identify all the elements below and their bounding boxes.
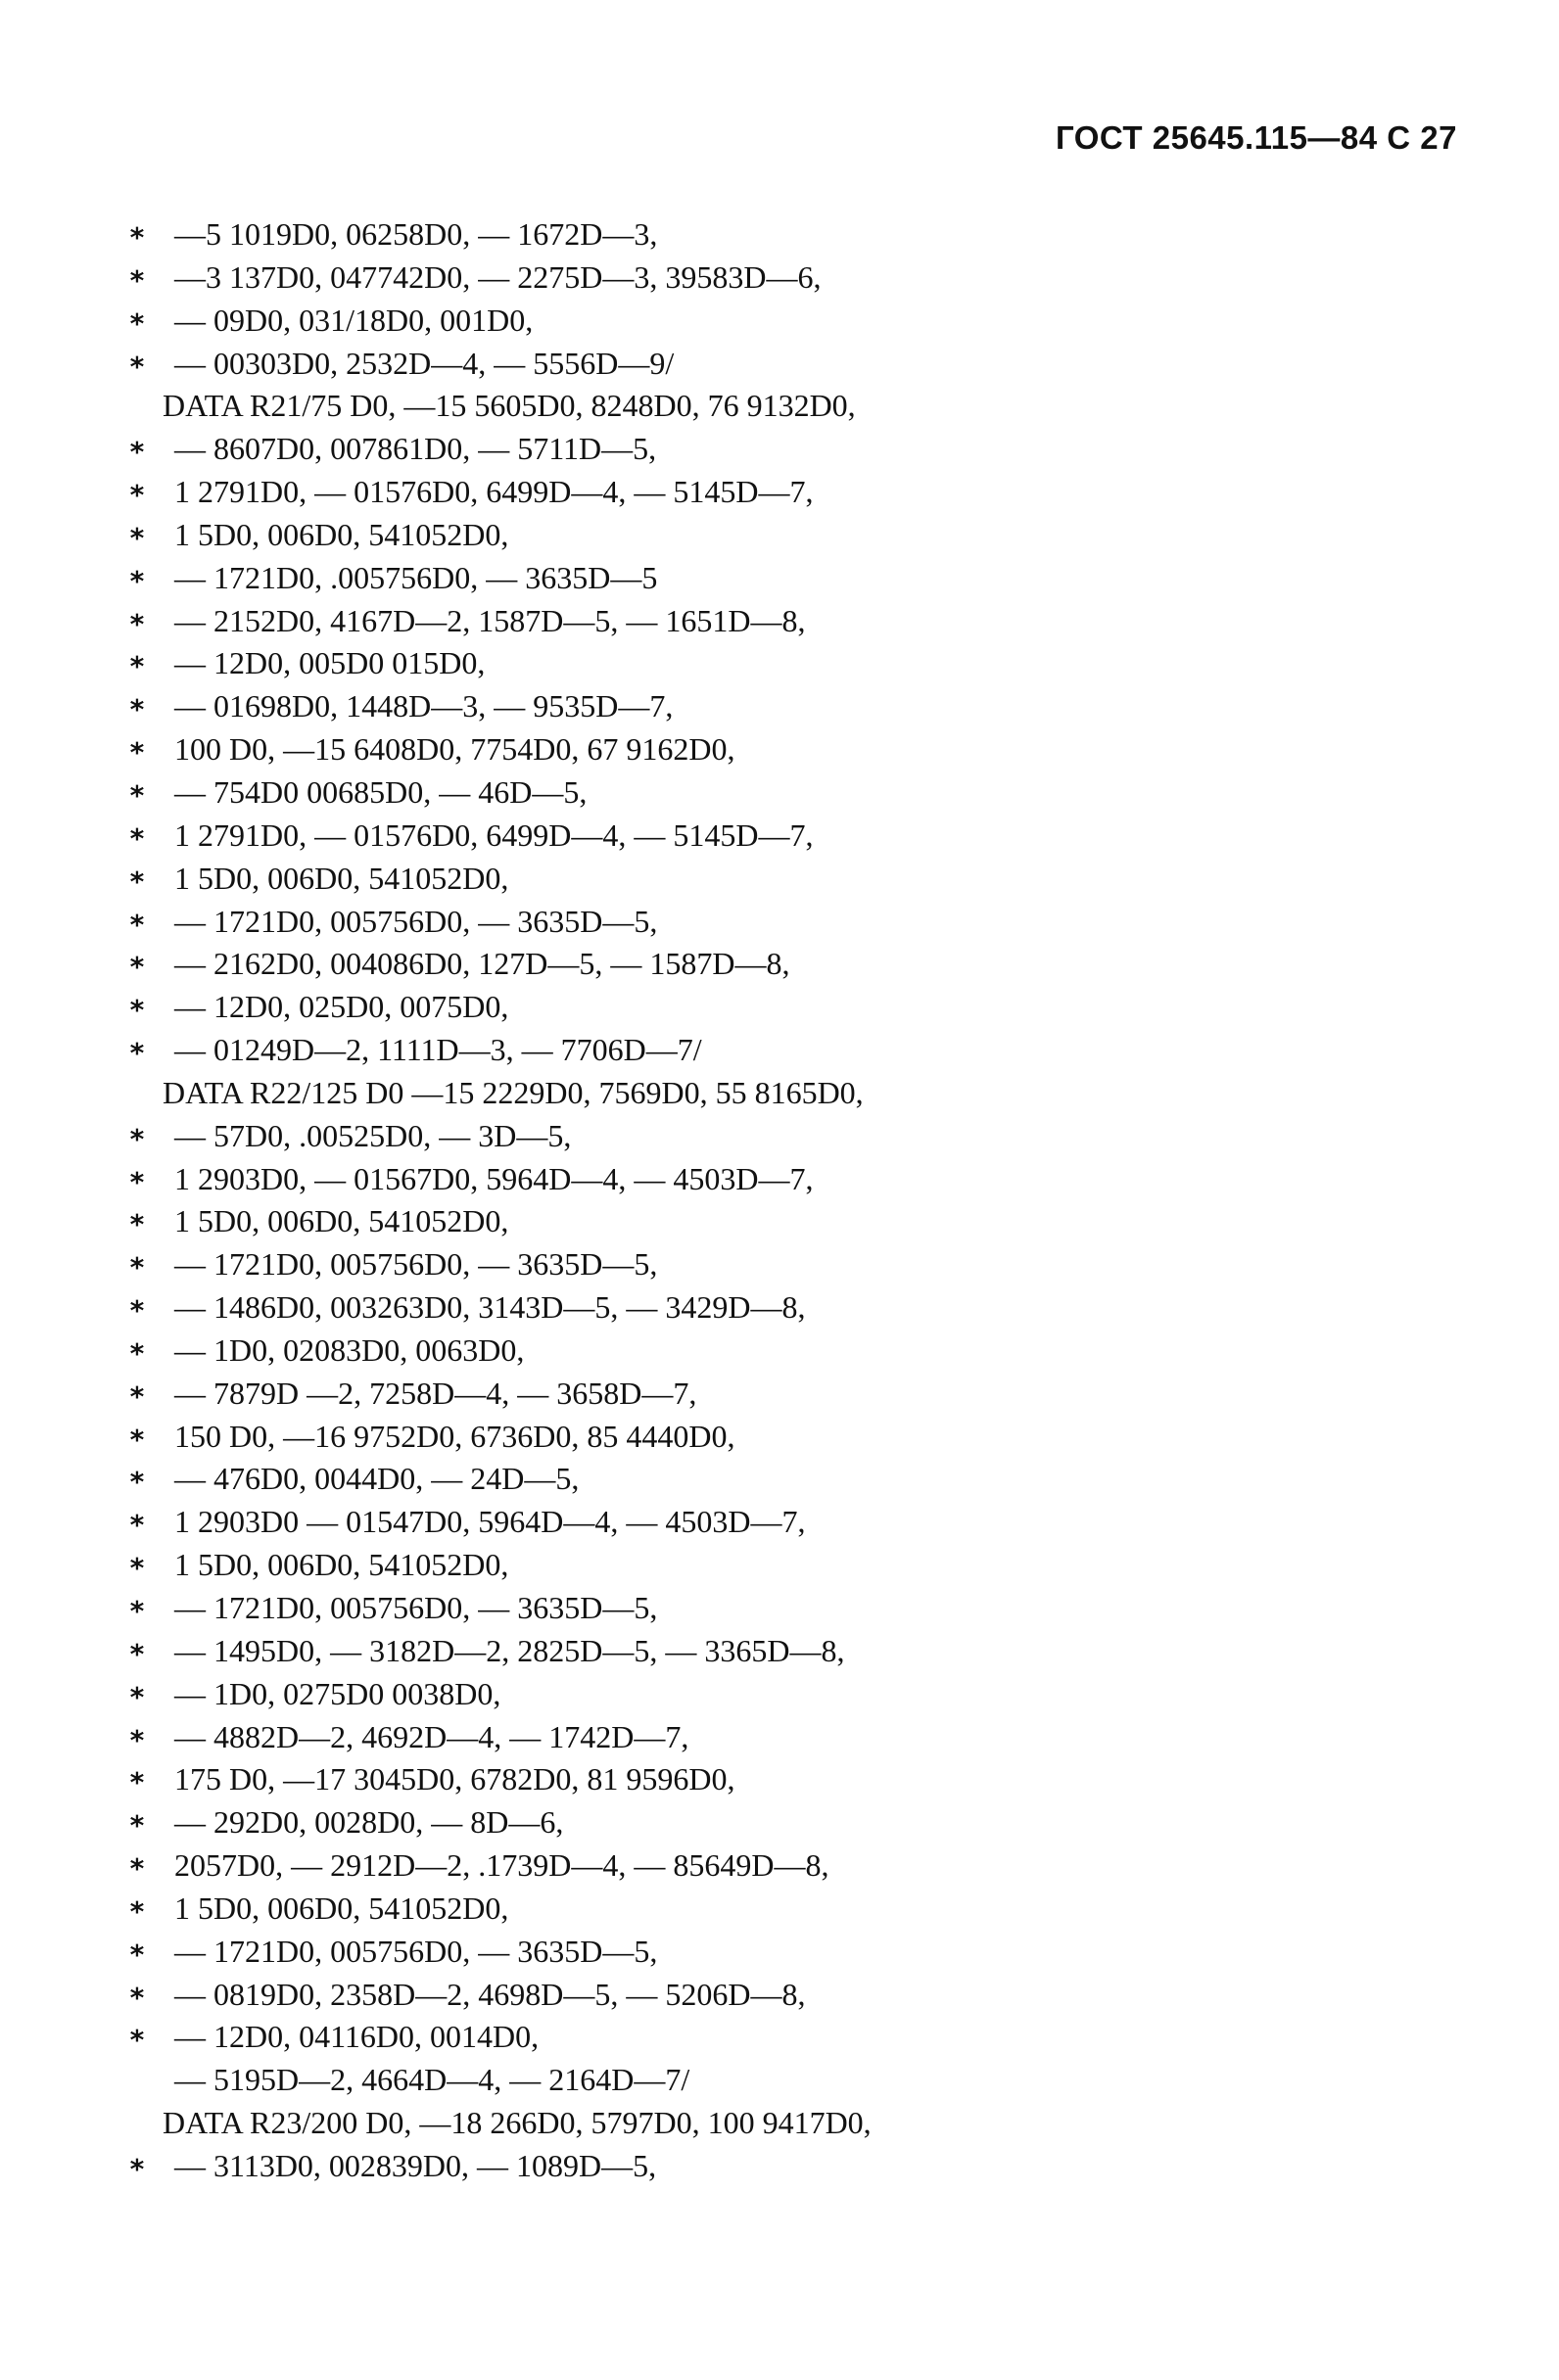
code-text: — 476D0, 0044D0, — 24D—5, <box>174 1461 580 1497</box>
continuation-marker: * <box>129 1937 145 1971</box>
code-line <box>119 257 1471 300</box>
continuation-marker: * <box>129 2152 145 2185</box>
code-text: 1 5D0, 006D0, 541052D0, <box>174 516 509 552</box>
continuation-marker: * <box>129 736 145 770</box>
continuation-marker: * <box>129 1251 145 1284</box>
code-text: — 0819D0, 2358D—2, 4698D—5, — 5206D—8, <box>174 1976 806 2012</box>
code-line <box>119 1158 1471 1201</box>
continuation-marker: * <box>129 1894 145 1928</box>
code-text: 1 2791D0, — 01576D0, 6499D—4, — 5145D—7, <box>174 817 814 853</box>
code-text: 1 2791D0, — 01576D0, 6499D—4, — 5145D—7, <box>174 474 814 510</box>
continuation-marker: * <box>129 350 145 383</box>
code-line <box>119 1544 1471 1587</box>
code-line <box>119 685 1471 728</box>
code-text: — 57D0, .00525D0, — 3D—5, <box>174 1117 572 1153</box>
code-line <box>119 1029 1471 1072</box>
code-line <box>119 557 1471 600</box>
code-text: 2057D0, — 2912D—2, .1739D—4, — 85649D—8, <box>174 1847 829 1884</box>
code-text: 1 5D0, 006D0, 541052D0, <box>174 1547 509 1583</box>
continuation-marker: * <box>129 693 145 726</box>
code-line <box>119 1286 1471 1330</box>
code-text: — 12D0, 005D0 015D0, <box>174 645 486 681</box>
code-text: — 09D0, 031/18D0, 001D0, <box>174 302 534 338</box>
code-text: — 1495D0, — 3182D—2, 2825D—5, — 3365D—8, <box>174 1632 845 1668</box>
code-text: DATA R23/200 D0, —18 266D0, 5797D0, 100 9417D0, <box>163 2105 872 2141</box>
code-line <box>119 771 1471 815</box>
code-line <box>119 986 1471 1029</box>
code-line <box>119 1373 1471 1416</box>
continuation-marker: * <box>129 1852 145 1886</box>
code-text: —5 1019D0, 06258D0, — 1672D—3, <box>174 216 658 252</box>
code-text: —3 137D0, 047742D0, — 2275D—3, 39583D—6, <box>174 258 822 295</box>
code-line <box>119 2059 1471 2102</box>
code-text: — 5195D—2, 4664D—4, — 2164D—7/ <box>174 2062 690 2098</box>
code-text: — 12D0, 04116D0, 0014D0, <box>174 2019 540 2055</box>
code-line <box>119 1758 1471 1801</box>
code-text: — 1721D0, .005756D0, — 3635D—5 <box>174 559 658 595</box>
continuation-marker: * <box>129 1122 145 1155</box>
code-text: — 8607D0, 007861D0, — 5711D—5, <box>174 431 657 467</box>
continuation-marker: * <box>129 864 145 898</box>
continuation-marker: * <box>129 650 145 683</box>
code-line <box>119 1416 1471 1459</box>
continuation-marker: * <box>129 1723 145 1756</box>
code-text: — 4882D—2, 4692D—4, — 1742D—7, <box>174 1718 689 1754</box>
code-line <box>119 1330 1471 1373</box>
code-text: — 01698D0, 1448D—3, — 9535D—7, <box>174 688 674 724</box>
continuation-marker: * <box>129 1637 145 1670</box>
continuation-marker: * <box>129 1509 145 1542</box>
continuation-marker: * <box>129 1423 145 1456</box>
continuation-marker: * <box>129 1037 145 1070</box>
code-line <box>119 1931 1471 1974</box>
code-text: — 2162D0, 004086D0, 127D—5, — 1587D—8, <box>174 946 790 982</box>
code-text: — 00303D0, 2532D—4, — 5556D—9/ <box>174 345 675 381</box>
continuation-marker: * <box>129 436 145 469</box>
continuation-marker: * <box>129 821 145 855</box>
code-line <box>119 1587 1471 1630</box>
code-text: — 1721D0, 005756D0, — 3635D—5, <box>174 1933 658 1969</box>
code-line <box>119 642 1471 685</box>
code-line <box>119 1673 1471 1716</box>
continuation-marker: * <box>129 306 145 340</box>
code-text: 1 5D0, 006D0, 541052D0, <box>174 1890 509 1926</box>
code-text: — 1721D0, 005756D0, — 3635D—5, <box>174 1590 658 1625</box>
continuation-marker: * <box>129 1379 145 1413</box>
code-text: — 3113D0, 002839D0, — 1089D—5, <box>174 2147 657 2183</box>
code-line <box>119 300 1471 343</box>
continuation-marker: * <box>129 1552 145 1585</box>
data-statement-line <box>119 385 1471 428</box>
continuation-marker: * <box>129 1466 145 1499</box>
code-line <box>119 2145 1471 2188</box>
code-text: — 1486D0, 003263D0, 3143D—5, — 3429D—8, <box>174 1289 806 1326</box>
continuation-marker: * <box>129 479 145 512</box>
code-text: — 1D0, 0275D0 0038D0, <box>174 1675 501 1711</box>
code-text: — 754D0 00685D0, — 46D—5, <box>174 773 588 810</box>
code-line <box>119 1458 1471 1501</box>
continuation-marker: * <box>129 1809 145 1843</box>
code-line <box>119 1716 1471 1759</box>
continuation-marker: * <box>129 607 145 640</box>
continuation-marker: * <box>129 1208 145 1241</box>
code-text: 1 5D0, 006D0, 541052D0, <box>174 860 509 896</box>
continuation-marker: * <box>129 1595 145 1627</box>
code-line <box>119 1888 1471 1931</box>
code-text: 100 D0, —15 6408D0, 7754D0, 67 9162D0, <box>174 731 735 768</box>
continuation-marker: * <box>129 521 145 554</box>
code-line <box>119 514 1471 557</box>
code-line <box>119 1801 1471 1844</box>
code-line <box>119 600 1471 643</box>
code-text: 1 2903D0 — 01547D0, 5964D—4, — 4503D—7, <box>174 1504 806 1540</box>
code-line <box>119 1501 1471 1544</box>
continuation-marker: * <box>129 994 145 1027</box>
code-text: — 1D0, 02083D0, 0063D0, <box>174 1331 525 1368</box>
code-line <box>119 428 1471 471</box>
code-text: — 292D0, 0028D0, — 8D—6, <box>174 1804 564 1841</box>
code-text: 150 D0, —16 9752D0, 6736D0, 85 4440D0, <box>174 1418 735 1454</box>
code-line <box>119 728 1471 771</box>
code-text: 1 5D0, 006D0, 541052D0, <box>174 1203 509 1239</box>
code-line <box>119 343 1471 386</box>
continuation-marker: * <box>129 1680 145 1713</box>
data-statement-line <box>119 1072 1471 1115</box>
continuation-marker: * <box>129 1981 145 2014</box>
code-line <box>119 471 1471 514</box>
continuation-marker: * <box>129 1766 145 1799</box>
code-text: — 7879D —2, 7258D—4, — 3658D—7, <box>174 1375 697 1411</box>
code-line <box>119 2016 1471 2059</box>
continuation-marker: * <box>129 1336 145 1370</box>
continuation-marker: * <box>129 263 145 297</box>
code-line <box>119 1243 1471 1286</box>
code-text: 175 D0, —17 3045D0, 6782D0, 81 9596D0, <box>174 1761 735 1797</box>
code-text: — 1721D0, 005756D0, — 3635D—5, <box>174 1246 658 1283</box>
code-text: — 2152D0, 4167D—2, 1587D—5, — 1651D—8, <box>174 602 806 638</box>
code-line <box>119 858 1471 901</box>
code-line <box>119 901 1471 944</box>
code-text: DATA R22/125 D0 —15 2229D0, 7569D0, 55 8165D0, <box>163 1074 864 1110</box>
code-line <box>119 1844 1471 1888</box>
code-text: DATA R21/75 D0, —15 5605D0, 8248D0, 76 9132D0, <box>163 388 856 424</box>
continuation-marker: * <box>129 1294 145 1328</box>
page-header: ГОСТ 25645.115—84 С 27 <box>1055 119 1457 156</box>
code-line <box>119 213 1471 257</box>
code-text: 1 2903D0, — 01567D0, 5964D—4, — 4503D—7, <box>174 1160 814 1196</box>
code-text: — 01249D—2, 1111D—3, — 7706D—7/ <box>174 1032 702 1068</box>
continuation-marker: * <box>129 2024 145 2057</box>
code-line <box>119 815 1471 858</box>
code-listing <box>119 213 1471 2188</box>
code-text: — 12D0, 025D0, 0075D0, <box>174 989 509 1025</box>
code-text: — 1721D0, 005756D0, — 3635D—5, <box>174 903 658 939</box>
data-statement-line <box>119 2102 1471 2145</box>
continuation-marker: * <box>129 221 145 254</box>
code-line <box>119 943 1471 986</box>
continuation-marker: * <box>129 778 145 812</box>
continuation-marker: * <box>129 1165 145 1198</box>
continuation-marker: * <box>129 564 145 597</box>
continuation-marker: * <box>129 908 145 941</box>
continuation-marker: * <box>129 951 145 984</box>
code-line <box>119 1200 1471 1243</box>
code-line <box>119 1115 1471 1158</box>
code-line <box>119 1630 1471 1673</box>
code-line <box>119 1974 1471 2017</box>
